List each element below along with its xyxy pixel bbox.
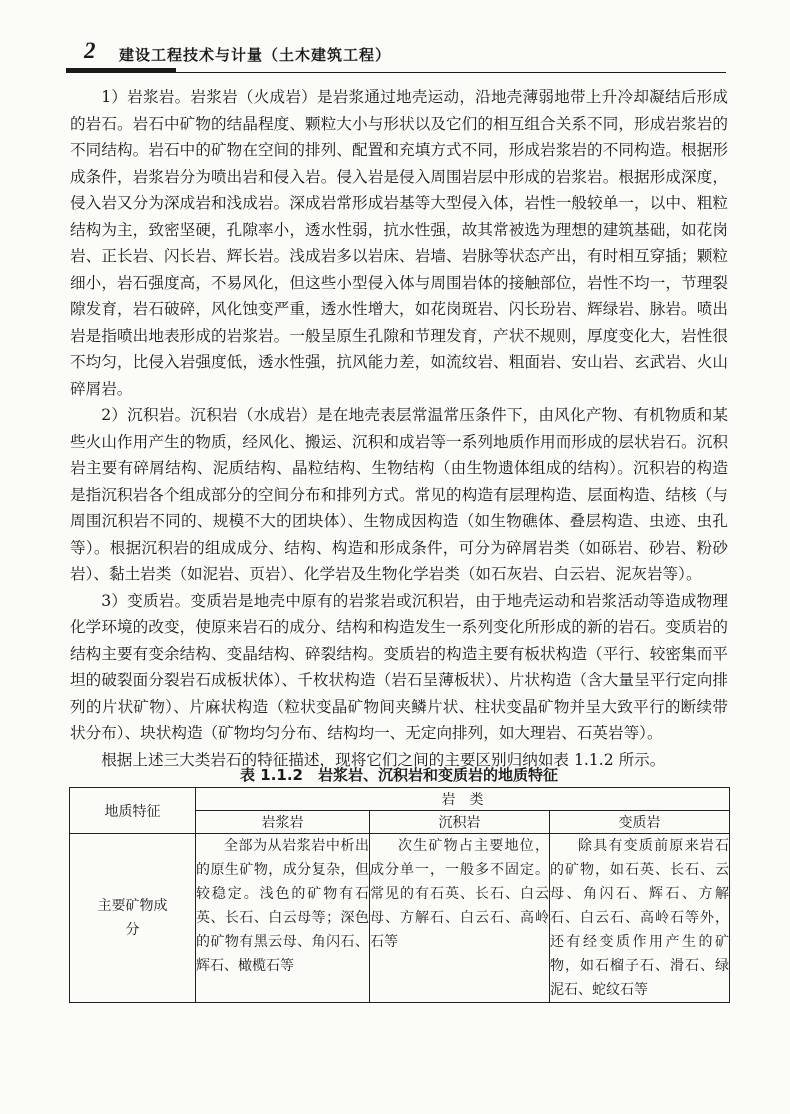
paragraph-summary: 根据上述三大类岩石的特征描述，现将它们之间的主要区别归纳如表 1.1.2 所示。 [101, 750, 666, 769]
body-text [70, 84, 728, 773]
row-header-text: 主要矿物成分 [97, 898, 168, 938]
table-cell [196, 834, 370, 1003]
table-cell [370, 834, 550, 1003]
paragraph-igneous: 1）岩浆岩。岩浆岩（火成岩）是岩浆通过地壳运动，沿地壳薄弱地带上升冷却凝结后形成的岩石。岩石中矿物的结晶程度、颗粒大小与形状以及它们的相互组合关系不同，形成岩浆岩的不同结构。岩石中的矿物在空间的排列、配置和充填方式不同，形成岩浆岩的不同构造。根据形成条件，岩浆岩分为喷出岩和侵入岩。侵入岩是侵入周围岩层中形成的岩浆岩。根据形成深度，侵入岩又分为深成岩和浅成岩。深成岩常形成岩基等大型侵入体，岩性一般较单一，以中、粗粒结构为主，致密坚硬，孔隙率小，透水性弱，抗水性强，故其常被选为理想的建筑基础，如花岗岩、正长岩、闪长岩、辉长岩。浅成岩多以岩床、岩墙、岩脉等状态产出，有时相互穿插；颗粒细小，岩石强度高，不易风化，但这些小型侵入体与周围岩体的接触部位，岩性不均一，节理裂隙发育，岩石破碎，风化蚀变严重，透水性增大，如花岗斑岩、闪长玢岩、辉绿岩、脉岩。喷出岩是指喷出地表形成的岩浆岩。一般呈原生孔隙和节理发育，产状不规则，厚度变化大，岩性很不均匀，比侵入岩强度低，透水性强，抗风能力差，如流纹岩、粗面岩、安山岩、玄武岩、火山碎屑岩。 [70, 88, 728, 398]
row-header [70, 834, 196, 1003]
header-rule-thin [66, 72, 726, 73]
table-cell [550, 834, 730, 1003]
table-header-row [70, 788, 730, 811]
column-header: 岩浆岩 [196, 811, 370, 834]
corner-header: 地质特征 [70, 788, 196, 834]
table-row [70, 834, 730, 1003]
cell-text: 全部为从岩浆岩中析出的原生矿物，成分复杂，但较稳定。浅色的矿物有石英、长石、白云母等；深色的矿物有黑云母、角闪石、辉石、橄榄石等 [196, 838, 369, 974]
cell-text: 除具有变质前原来岩石的矿物，如石英、长石、云母、角闪石、辉石、方解石、白云石、高岭石等外，还有经变质作用产生的矿物，如石榴子石、滑石、绿泥石、蛇纹石等 [550, 838, 730, 998]
group-header: 岩 类 [196, 788, 730, 811]
paragraph-metamorphic: 3）变质岩。变质岩是地壳中原有的岩浆岩或沉积岩，由于地壳运动和岩浆活动等造成物理化学环境的改变，使原来岩石的成分、结构和构造发生一系列变化所形成的新的岩石。变质岩的结构主要有变余结构、变晶结构、碎裂结构。变质岩的构造主要有板状构造（平行、较密集而平坦的破裂面分裂岩石成板状体）、千枚状构造（岩石呈薄板状）、片状构造（含大量呈平行定向排列的片状矿物）、片麻状构造（粒状变晶矿物间夹鳞片状、柱状变晶矿物并呈大致平行的断续带状分布）、块状构造（矿物均匀分布、结构均一、无定向排列，如大理岩、石英岩等）。 [70, 591, 728, 742]
table-caption: 表 1.1.2 岩浆岩、沉积岩和变质岩的地质特征 [240, 766, 558, 784]
rock-characteristics-table [69, 787, 730, 1003]
column-header: 变质岩 [550, 811, 730, 834]
column-header: 沉积岩 [370, 811, 550, 834]
running-title: 建设工程技术与计量（土木建筑工程） [119, 46, 392, 64]
cell-text: 次生矿物占主要地位，成分单一，一般多不固定。常见的有石英、长石、白云母、方解石、白云石、高岭石等 [370, 838, 549, 950]
page-header [66, 34, 726, 78]
paragraph-sedimentary: 2）沉积岩。沉积岩（水成岩）是在地壳表层常温常压条件下，由风化产物、有机物质和某些火山作用产生的物质，经风化、搬运、沉积和成岩等一系列地质作用而形成的层状岩石。沉积岩主要有碎屑结构、泥质结构、晶粒结构、生物结构（由生物遗体组成的结构）。沉积岩的构造是指沉积岩各个组成部分的空间分布和排列方式。常见的构造有层理构造、层面构造、结核（与周围沉积岩不同的、规模不大的团块体）、生物成因构造（如生物礁体、叠层构造、虫迹、虫孔等）。根据沉积岩的组成成分、结构、构造和形成条件，可分为碎屑岩类（如砾岩、砂岩、粉砂岩）、黏土岩类（如泥岩、页岩）、化学岩及生物化学岩类（如石灰岩、白云岩、泥灰岩等）。 [70, 406, 728, 583]
page-number: 2 [84, 38, 96, 63]
